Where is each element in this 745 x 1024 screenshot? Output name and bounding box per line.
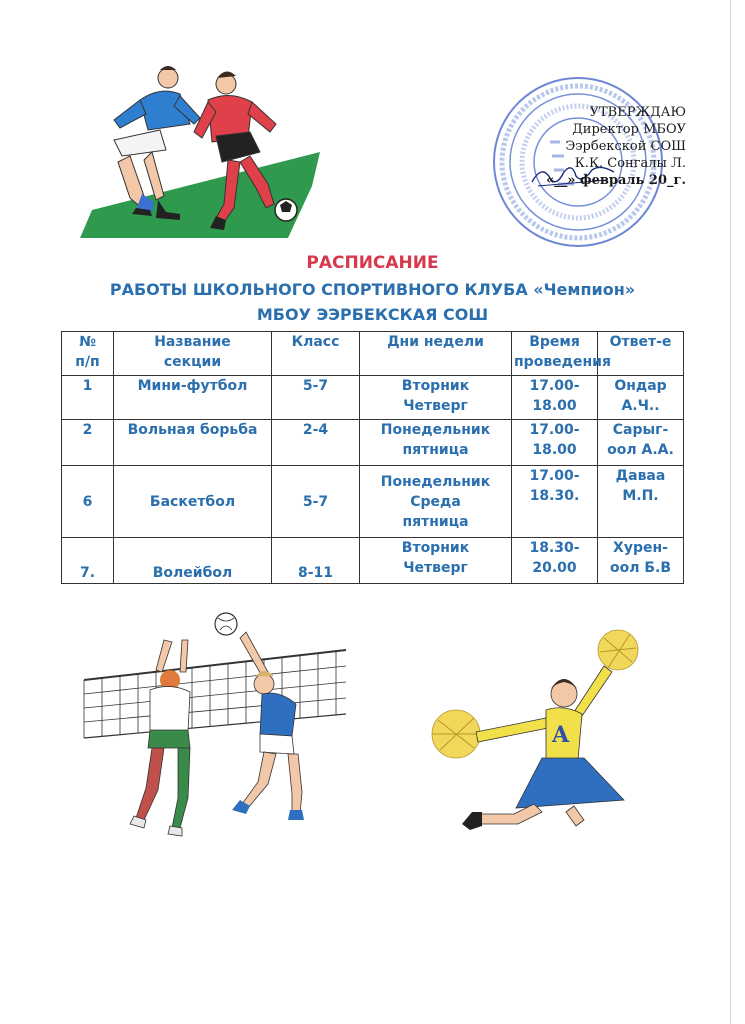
cell-grade: 8-11 [272, 538, 360, 584]
schedule-table [61, 331, 684, 584]
header-grade: Класс [272, 332, 360, 376]
cell-days: Понедельник Среда пятница [360, 466, 512, 538]
cell-number: 1 [62, 376, 114, 420]
approval-line: К.К. Сонгалы Л. [574, 156, 686, 171]
table-header-row [62, 332, 684, 376]
approval-line: «__» февраль 20_г. [546, 173, 686, 188]
cell-responsible: Даваа М.П. [598, 466, 684, 538]
header-time: Время проведения [512, 332, 598, 376]
cell-section: Мини-футбол [114, 376, 272, 420]
cell-time: 17.00- 18.00 [512, 376, 598, 420]
cell-number: 7. [62, 538, 114, 584]
table-row [62, 376, 684, 420]
table-row [62, 538, 684, 584]
cell-responsible: Сарыг- оол А.А. [598, 420, 684, 466]
cell-time: 17.00- 18.00 [512, 420, 598, 466]
cell-responsible: Ондар А.Ч.. [598, 376, 684, 420]
header-section: Название секции [114, 332, 272, 376]
cheerleader-illustration [424, 628, 656, 848]
approval-line: Ээрбекской СОШ [565, 139, 686, 154]
page-title: РАСПИСАНИЕ [306, 253, 439, 273]
cell-section: Волейбол [114, 538, 272, 584]
header-days: Дни недели [360, 332, 512, 376]
volleyball-players-illustration [78, 610, 358, 860]
cell-section: Вольная борьба [114, 420, 272, 466]
cell-number: 2 [62, 420, 114, 466]
table-row [62, 420, 684, 466]
cell-days: Вторник Четверг [360, 376, 512, 420]
club-title: РАБОТЫ ШКОЛЬНОГО СПОРТИВНОГО КЛУБА «Чемпион» [109, 280, 636, 299]
approval-line: Директор МБОУ [572, 122, 686, 137]
cell-grade: 5-7 [272, 376, 360, 420]
header-number: № п/п [62, 332, 114, 376]
school-title: МБОУ ЭЭРБЕКСКАЯ СОШ [256, 305, 489, 324]
cell-responsible: Хурен- оол Б.В [598, 538, 684, 584]
header-responsible: Ответ-е [598, 332, 684, 376]
soccer-players-illustration [80, 60, 330, 240]
cell-number: 6 [62, 466, 114, 538]
cell-time: 17.00- 18.30. [512, 466, 598, 538]
approval-line: УТВЕРЖДАЮ [589, 105, 686, 120]
table-row [62, 466, 684, 538]
cell-section: Баскетбол [114, 466, 272, 538]
cell-time: 18.30- 20.00 [512, 538, 598, 584]
cell-days: Понедельник пятница [360, 420, 512, 466]
cell-days: Вторник Четверг [360, 538, 512, 584]
cell-grade: 5-7 [272, 466, 360, 538]
approval-block [488, 104, 686, 189]
svg-text:A: A [552, 722, 570, 748]
cell-grade: 2-4 [272, 420, 360, 466]
scan-edge [730, 0, 731, 1024]
